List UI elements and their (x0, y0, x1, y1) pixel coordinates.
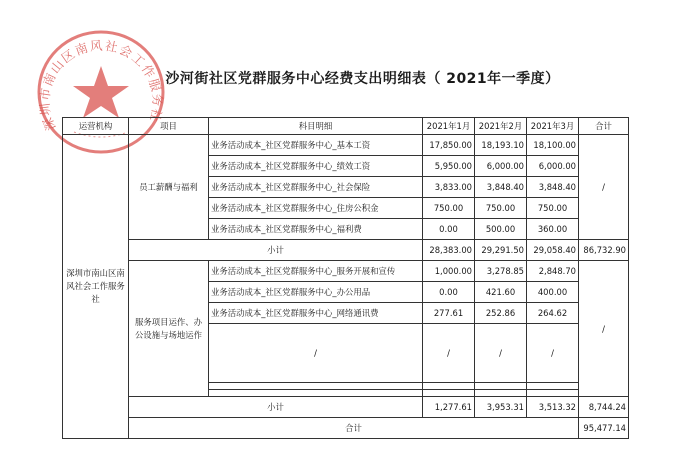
jan-cell: 750.00 (423, 198, 475, 219)
jan-cell: 3,833.00 (423, 177, 475, 198)
filler-cell (209, 390, 423, 397)
grand-total-label: 合计 (129, 418, 579, 439)
mar-cell: 3,848.40 (527, 177, 579, 198)
subtotal-total: 8,744.24 (579, 397, 629, 418)
jan-cell: 277.61 (423, 303, 475, 324)
subtotal-row (63, 240, 629, 261)
subtotal-row (63, 397, 629, 418)
jan-cell: / (423, 324, 475, 383)
jan-cell: 1,000.00 (423, 261, 475, 282)
subtotal-total: 86,732.90 (579, 240, 629, 261)
grand-total-row (63, 418, 629, 439)
feb-cell: 6,000.00 (475, 156, 527, 177)
subject-cell: 业务活动成本_社区党群服务中心_基本工资 (209, 135, 423, 156)
feb-cell: 3,278.85 (475, 261, 527, 282)
subtotal-label: 小计 (129, 397, 423, 418)
page-title: 沙河街社区党群服务中心经费支出明细表（ 2021年一季度） (165, 71, 560, 87)
header-org: 运营机构 (63, 118, 129, 135)
jan-cell: 17,850.00 (423, 135, 475, 156)
org-name-cell: 深圳市南山区南风社会工作服务社 (63, 135, 129, 439)
filler-cell (423, 390, 475, 397)
subject-cell: 业务活动成本_社区党群服务中心_服务开展和宣传 (209, 261, 423, 282)
header-item: 项目 (129, 118, 209, 135)
item-cell: 服务项目运作、办公设施与场地运作 (129, 261, 209, 397)
subtotal-feb: 3,953.31 (475, 397, 527, 418)
mar-cell: 264.62 (527, 303, 579, 324)
feb-cell: 750.00 (475, 198, 527, 219)
mar-cell: 2,848.70 (527, 261, 579, 282)
subtotal-mar: 3,513.32 (527, 397, 579, 418)
table-row (63, 261, 629, 282)
jan-cell: 5,950.00 (423, 156, 475, 177)
mar-cell: 360.00 (527, 219, 579, 240)
feb-cell: 18,193.10 (475, 135, 527, 156)
filler-cell (423, 383, 475, 390)
header-jan: 2021年1月 (423, 118, 475, 135)
feb-cell: 252.86 (475, 303, 527, 324)
subject-cell: 业务活动成本_社区党群服务中心_住房公积金 (209, 198, 423, 219)
feb-cell: 500.00 (475, 219, 527, 240)
total-cell: / (579, 135, 629, 240)
total-cell: / (579, 261, 629, 397)
svg-text:深圳市南山区南风社会工作服务社: 深圳市南山区南风社会工作服务社 (36, 37, 166, 133)
subject-cell: 业务活动成本_社区党群服务中心_福利费 (209, 219, 423, 240)
filler-cell (527, 390, 579, 397)
jan-cell: 0.00 (423, 219, 475, 240)
filler-cell (527, 383, 579, 390)
grand-total-value: 95,477.14 (579, 418, 629, 439)
table-row (63, 135, 629, 156)
subject-cell: 业务活动成本_社区党群服务中心_网络通讯费 (209, 303, 423, 324)
subtotal-feb: 29,291.50 (475, 240, 527, 261)
subtotal-label: 小计 (129, 240, 423, 261)
subtotal-jan: 28,383.00 (423, 240, 475, 261)
filler-cell (475, 390, 527, 397)
mar-cell: 18,100.00 (527, 135, 579, 156)
filler-cell (209, 383, 423, 390)
mar-cell: 6,000.00 (527, 156, 579, 177)
mar-cell: 400.00 (527, 282, 579, 303)
feb-cell: 421.60 (475, 282, 527, 303)
subtotal-mar: 29,058.40 (527, 240, 579, 261)
item-cell: 员工薪酬与福利 (129, 135, 209, 240)
expense-table (62, 117, 629, 439)
subtotal-jan: 1,277.61 (423, 397, 475, 418)
subject-cell: / (209, 324, 423, 383)
header-subject: 科目明细 (209, 118, 423, 135)
header-row (63, 118, 629, 135)
mar-cell: / (527, 324, 579, 383)
subject-cell: 业务活动成本_社区党群服务中心_办公用品 (209, 282, 423, 303)
subject-cell: 业务活动成本_社区党群服务中心_绩效工资 (209, 156, 423, 177)
header-mar: 2021年3月 (527, 118, 579, 135)
feb-cell: 3,848.40 (475, 177, 527, 198)
jan-cell: 0.00 (423, 282, 475, 303)
mar-cell: 750.00 (527, 198, 579, 219)
header-feb: 2021年2月 (475, 118, 527, 135)
header-total: 合计 (579, 118, 629, 135)
subject-cell: 业务活动成本_社区党群服务中心_社会保险 (209, 177, 423, 198)
filler-cell (475, 383, 527, 390)
feb-cell: / (475, 324, 527, 383)
